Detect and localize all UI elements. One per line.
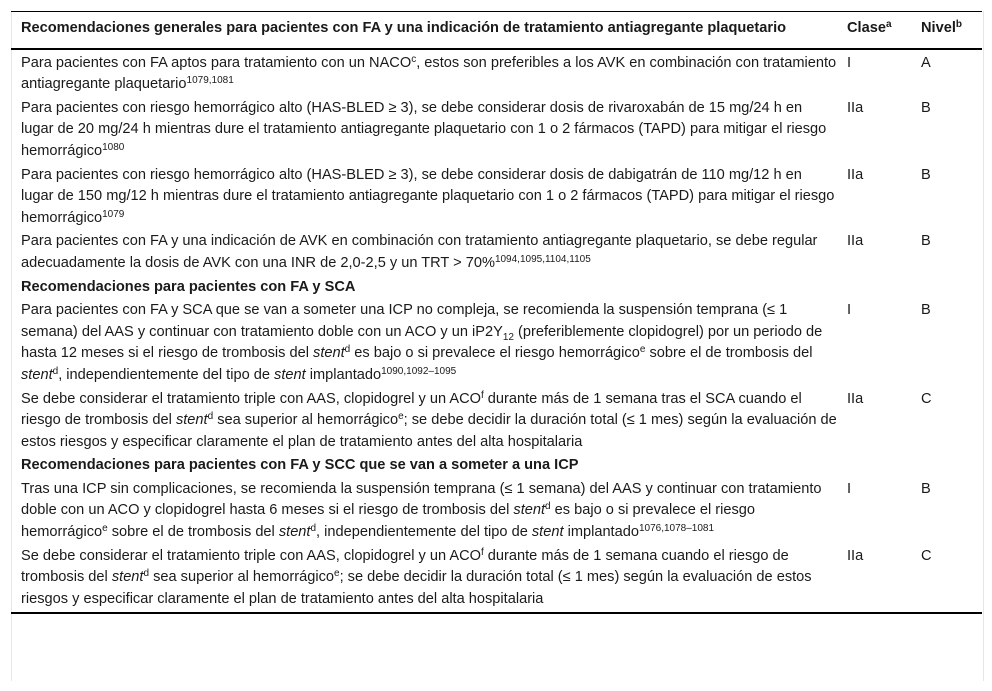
footnote-ref: 1090,1092–1095: [381, 365, 457, 377]
footnote-ref: 1076,1078–1081: [638, 523, 715, 535]
level-value: B: [921, 99, 931, 116]
text-run: Para pacientes con FA y una indicación de AVK en combinación con tratamiento antiagregante plaquetario, se debe regular adecuadamente la dosis de AVK con una INR de 2,0-2,5 y un TRT > 70%: [21, 233, 818, 271]
section-clase-empty: [847, 455, 921, 479]
header-clase-label: Clase: [847, 20, 886, 36]
text-run: es bajo o si prevalece el riesgo hemorrágico: [350, 345, 640, 362]
footnote-ref: d: [344, 344, 351, 356]
text-run: sea superior al hemorrágico: [213, 412, 399, 429]
text-run: , independientemente del tipo de: [316, 524, 532, 541]
text-run: implantado: [563, 524, 639, 541]
recommendation-text: [11, 165, 847, 232]
class-value: IIa: [847, 390, 864, 407]
section-heading: Recomendaciones para pacientes con FA y SCA: [21, 278, 356, 295]
header-nivel-label: Nivel: [921, 20, 956, 36]
level-value: C: [921, 547, 932, 564]
header-nivel-footnote: b: [955, 19, 962, 30]
table-header-row: [11, 12, 982, 49]
section-heading: Recomendaciones para pacientes con FA y SCC que se van a someter a una ICP: [21, 457, 579, 474]
recommendation-row: [11, 389, 982, 456]
level-value: A: [921, 54, 931, 71]
text-run: ; se debe decidir la duración total (≤ 1 mes) según la evaluación de estos riesgos y especificar claramente el plan de tratamiento antes del alta hospitalaria: [21, 569, 812, 607]
header-nivel: [921, 12, 982, 49]
text-run: (preferiblemente clopidogrel) por un periodo de hasta 12 meses si el riesgo de trombosis del: [21, 323, 823, 362]
footnote-ref: e: [639, 344, 646, 356]
italic-term: stent: [21, 366, 53, 383]
recommendation-row: [11, 165, 982, 232]
text-run: Para pacientes con riesgo hemorrágico alto (HAS-BLED ≥ 3), se debe considerar dosis de dabigatrán de 110 mg/12 h en lugar de 150 mg/12 h mientras dure el tratamiento antiagregante plaquetario con 1 o 2 fármacos (TAPD) para mitigar el riesgo hemorrágico: [21, 166, 835, 226]
section-clase-empty: [847, 277, 921, 301]
level-value: B: [921, 480, 931, 497]
footnote-ref: e: [334, 568, 340, 580]
italic-term: stent: [313, 345, 345, 362]
class-value: IIa: [847, 166, 864, 183]
class-value: IIa: [847, 99, 864, 116]
recommendation-text: [11, 389, 847, 456]
section-heading-row: [11, 455, 982, 479]
footnote-ref: d: [207, 411, 214, 423]
recommendation-text: [11, 479, 847, 546]
footnote-ref: d: [52, 365, 59, 377]
text-run: sobre el de trombosis del: [107, 524, 279, 541]
text-run: Se debe considerar el tratamiento triple con AAS, clopidogrel y un ACO: [21, 390, 481, 407]
footnote-ref: d: [310, 523, 317, 535]
footnote-ref: f: [480, 546, 484, 558]
recommendation-row: [11, 231, 982, 276]
subscript: 12: [502, 331, 514, 343]
recommendation-text: [11, 49, 847, 98]
footnote-ref: d: [143, 568, 150, 580]
recommendation-text: [11, 231, 847, 276]
recommendation-row: [11, 479, 982, 546]
recommendation-row: [11, 300, 982, 388]
italic-term: stent: [111, 569, 144, 586]
header-title-text: Recomendaciones generales para pacientes con FA y una indicación de tratamiento antiagregante plaquetario: [21, 20, 787, 36]
italic-term: stent: [274, 366, 306, 383]
header-clase-footnote: a: [885, 19, 892, 30]
footnote-ref: 1079,1081: [186, 75, 234, 87]
class-value: IIa: [847, 233, 864, 250]
footnote-ref: e: [398, 411, 404, 423]
level-value: B: [921, 166, 931, 183]
text-run: Se debe considerar el tratamiento triple con AAS, clopidogrel y un ACO: [21, 547, 481, 564]
text-run: durante más de 1 semana tras el SCA cuando el riesgo de trombosis del: [21, 390, 802, 429]
level-value: B: [921, 233, 931, 250]
section-nivel-empty: [921, 277, 982, 301]
italic-term: stent: [278, 524, 311, 541]
recommendation-text: [11, 98, 847, 165]
text-run: sea superior al hemorrágico: [149, 569, 334, 586]
class-value: IIa: [847, 547, 864, 564]
recommendation-text: [11, 300, 847, 388]
italic-term: stent: [513, 502, 546, 519]
text-run: Tras una ICP sin complicaciones, se recomienda la suspensión temprana (≤ 1 semana) del AAS y continuar con tratamiento doble con un ACO y clopidogrel hasta 6 meses si el riesgo de trombosis del: [21, 480, 822, 519]
text-run: , estos son preferibles a los AVK en combinación con tratamiento antiagregante plaquetario: [21, 54, 837, 93]
footnote-ref: f: [480, 389, 484, 401]
section-nivel-empty: [921, 455, 982, 479]
recommendation-row: [11, 49, 982, 98]
footnote-ref: 1080: [102, 141, 125, 153]
level-value: B: [921, 302, 931, 319]
text-run: Para pacientes con riesgo hemorrágico alto (HAS-BLED ≥ 3), se debe considerar dosis de rivaroxabán de 15 mg/24 h en lugar de 20 mg/24 h mientras dure el tratamiento antiagregante plaquetario con 1 o 2 fármacos (TAPD) para mitigar el riesgo hemorrágico: [21, 99, 827, 159]
header-title: [11, 12, 847, 49]
class-value: I: [847, 302, 852, 319]
class-value: I: [847, 480, 852, 497]
recommendation-text: [11, 546, 847, 614]
class-value: I: [847, 54, 852, 71]
text-run: durante más de 1 semana cuando el riesgo de trombosis del: [21, 547, 789, 586]
footnote-ref: c: [411, 53, 417, 65]
text-run: sobre el de trombosis del: [645, 345, 813, 362]
italic-term: stent: [531, 524, 564, 541]
text-run: , independientemente del tipo de: [58, 366, 275, 383]
recommendation-row: [11, 98, 982, 165]
text-run: es bajo o si prevalece el riesgo hemorrágico: [21, 502, 756, 541]
text-run: Para pacientes con FA y SCA que se van a someter una ICP no compleja, se recomienda la suspensión temprana (≤ 1 semana) del AAS y continuar con tratamiento doble con un ACO y un iP2Y: [21, 302, 788, 340]
footnote-ref: 1094,1095,1104,1105: [494, 253, 591, 265]
recommendation-row: [11, 546, 982, 614]
level-value: C: [921, 390, 932, 407]
footnote-ref: d: [545, 501, 551, 513]
recommendations-table: [11, 11, 982, 614]
footnote-ref: e: [102, 523, 108, 535]
text-run: implantado: [305, 366, 382, 383]
section-heading-row: [11, 277, 982, 301]
text-run: ; se debe decidir la duración total (≤ 1 mes) según la evaluación de estos riesgos y especificar claramente el plan de tratamiento antes del alta hospitalaria: [21, 412, 837, 450]
table-body: [11, 49, 982, 614]
text-run: Para pacientes con FA aptos para tratamiento con un NACO: [21, 54, 412, 71]
footnote-ref: 1079: [102, 208, 125, 220]
header-clase: [847, 12, 921, 49]
italic-term: stent: [175, 412, 208, 429]
